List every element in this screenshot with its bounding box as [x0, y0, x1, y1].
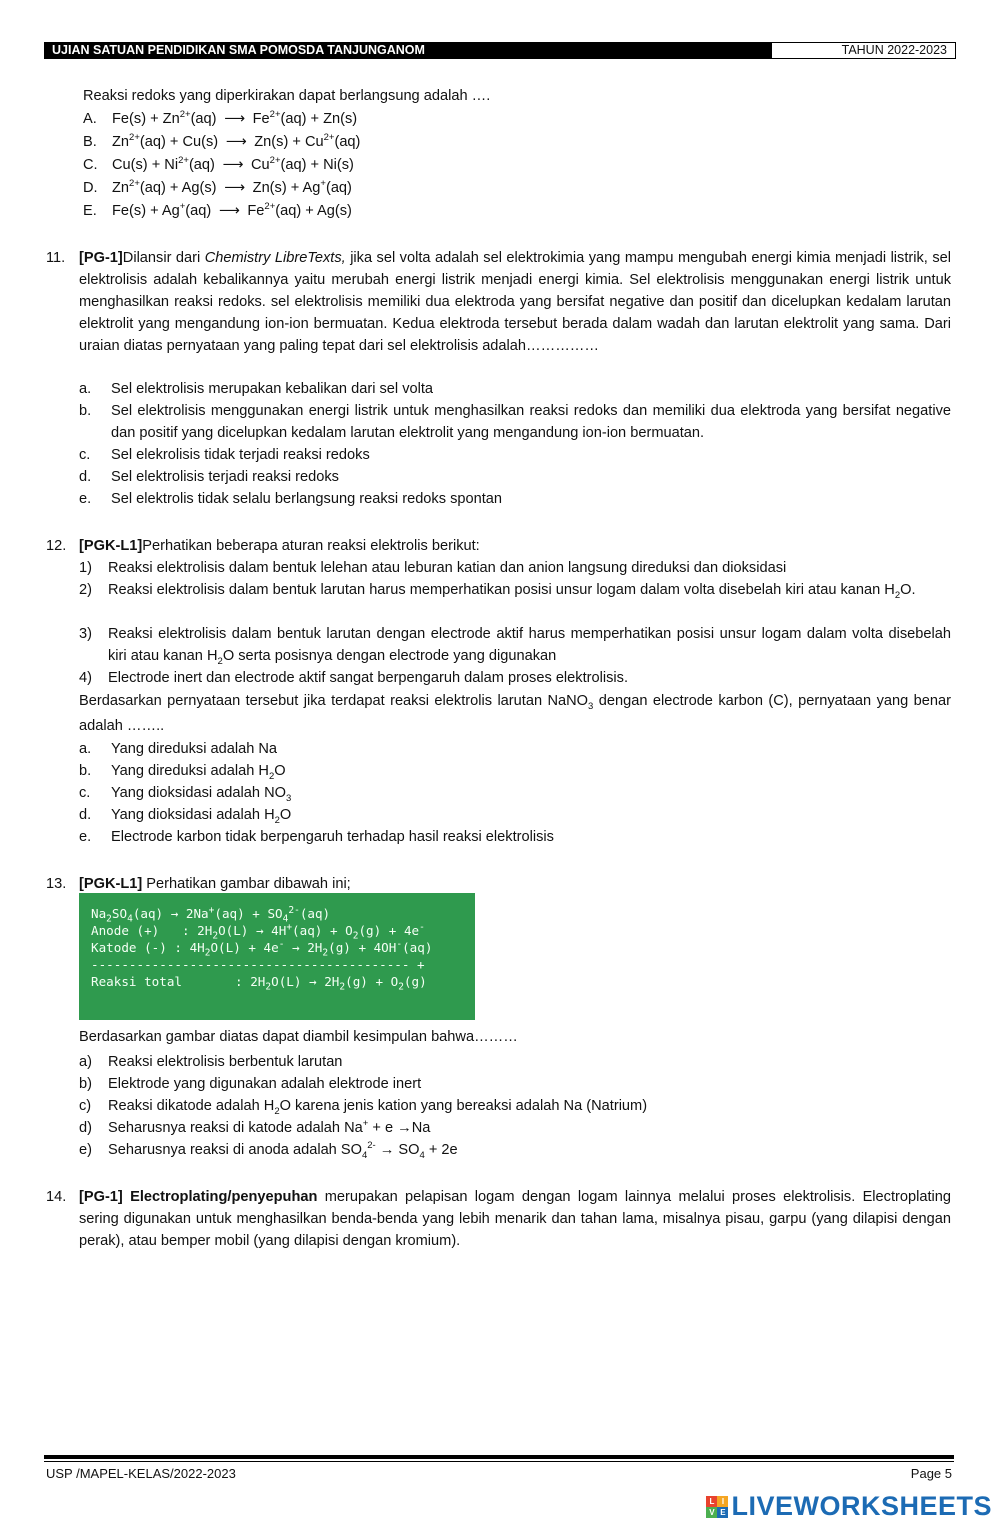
chalkboard-line: Anode (+) : $2H_2O(L) \to 4H^+(aq) + O_2(g) + 4e^-$: [91, 921, 425, 942]
exam-year: TAHUN 2022-2023: [771, 42, 956, 59]
chalkboard-line: $Na_2SO_4(aq) \to 2Na^+(aq) + SO_4^{2-}(aq)$: [91, 904, 331, 925]
liveworksheets-wordmark: LIVEWORKSHEETS: [731, 1491, 992, 1521]
products: $Cu^{2+}(aq) + Ni(s)$: [251, 155, 354, 173]
q10-option[interactable]: [83, 156, 354, 174]
q14-number: 14.: [46, 1189, 67, 1205]
q13-option-marker: c): [79, 1098, 92, 1114]
page-header: [44, 42, 956, 59]
reaction-arrow-icon: ⟶: [225, 134, 247, 150]
q11-option[interactable]: Sel elektrolisis menggunakan energi listrik untuk menghasilkan reaksi redoks dan memiliki dua elektroda yang bersifat negative dan positif yang dicelupkan kedalam larutan elektrolit yang mengandung ion-ion bermuatan.: [111, 403, 951, 441]
q12-option[interactable]: Electrode karbon tidak berpengaruh terhadap hasil reaksi elektrolisis: [111, 829, 554, 845]
q13-intro: Perhatikan gambar dibawah ini;: [142, 876, 351, 892]
chalkboard-image: [79, 893, 475, 1020]
q11-option-marker: b.: [79, 403, 92, 419]
q12-option[interactable]: Yang dioksidasi adalah $NO_3$: [111, 785, 292, 804]
q10-option[interactable]: [83, 133, 360, 151]
q12-option-marker: a.: [79, 741, 92, 757]
reactants: $Zn^{2+}(aq) + Cu(s)$: [112, 132, 219, 150]
q10-option[interactable]: [83, 179, 352, 197]
q11-option-marker: a.: [79, 381, 92, 397]
footer-code: USP /MAPEL-KELAS/2022-2023: [46, 1466, 236, 1481]
q12-option[interactable]: Yang direduksi adalah $H_2O$: [111, 763, 286, 782]
q11-source: Chemistry LibreTexts,: [204, 250, 346, 266]
reaction-arrow-icon: ⟶: [222, 157, 244, 173]
q11-option[interactable]: Sel elektrolisis merupakan kebalikan dari sel volta: [111, 381, 434, 397]
q11-option[interactable]: Sel elektrolisis terjadi reaksi redoks: [111, 469, 339, 485]
products: $Fe^{2+}(aq) + Zn(s)$: [252, 109, 358, 127]
q13-option[interactable]: Seharusnya reaksi di katode adalah Na+ + e →Na: [108, 1118, 431, 1136]
q13-option-marker: b): [79, 1076, 92, 1092]
q12-tag: [PGK-L1]: [79, 538, 143, 554]
q11-option[interactable]: Sel elekrolisis tidak terjadi reaksi redoks: [111, 447, 370, 463]
q11-text-a: Dilansir dari: [122, 250, 205, 266]
q12-rule-marker: 1): [79, 560, 92, 576]
q10-option[interactable]: [83, 202, 352, 220]
q12-rule: Reaksi elektrolisis dalam bentuk lelehan atau leburan katian dan anion langsung direduksi dan dioksidasi: [108, 560, 787, 576]
liveworksheets-brand[interactable]: [706, 1491, 992, 1522]
reaction-arrow-icon: ⟶: [224, 111, 246, 127]
products: Zn(s) + Ag+(aq): [252, 178, 352, 196]
q12-rule-marker: 2): [79, 582, 92, 598]
q12-rule: Reaksi elektrolisis dalam bentuk larutan harus memperhatikan posisi unsur logam dalam volta disebelah kiri atau kanan $H_2O$.: [108, 582, 916, 601]
q12-option-marker: c.: [79, 785, 91, 801]
q12-intro: Perhatikan beberapa aturan reaksi elektrolis berikut:: [142, 538, 480, 554]
q13-option[interactable]: Seharusnya reaksi di anoda adalah $SO_4^{2-} \to SO_4 + 2e$: [108, 1140, 458, 1161]
option-letter: C.: [83, 157, 98, 173]
q11-option[interactable]: Sel elektrolis tidak selalu berlangsung reaksi redoks spontan: [111, 491, 503, 507]
q12-option[interactable]: Yang direduksi adalah Na: [111, 741, 278, 757]
chalkboard-line: Katode (-) : $4H_2O(L) + 4e^- \to 2H_2(g) + 4OH^-(aq)$: [91, 938, 433, 959]
q13-option-marker: a): [79, 1054, 92, 1070]
q11-option-marker: d.: [79, 469, 92, 485]
q13-option[interactable]: Reaksi dikatode adalah $H_2O$ karena jenis kation yang bereaksi adalah Na (Natrium): [108, 1098, 648, 1117]
option-letter: A.: [83, 111, 97, 127]
products: $Fe^{2+}(aq) + Ag(s)$: [247, 201, 352, 219]
reactants: $Fe(s) + Zn^{2+}(aq)$: [112, 109, 217, 127]
products: $Zn(s) + Cu^{2+}(aq)$: [254, 132, 361, 150]
q11-stem: [79, 247, 951, 357]
q10-option[interactable]: [83, 110, 357, 128]
q12-option-marker: e.: [79, 829, 92, 845]
q14-text: merupakan pelapisan logam dengan logam lainnya melalui proses elektrolisis. Electroplating sering digunakan untuk menghasilkan benda-benda yang lebih menarik dan tahan lama, misalnya pisau, garpu (yang dilapisi dengan perak), atau bemper mobil (yang dilapisi dengan kromium).: [79, 1189, 951, 1249]
q11-option-marker: e.: [79, 491, 92, 507]
option-letter: E.: [83, 203, 97, 219]
q12-rule: Reaksi elektrolisis dalam bentuk larutan dengan electrode aktif harus memperhatikan posisi unsur logam dalam volta disebelah kiri atau kanan $H_2O$ serta posisnya dengan electrode yang digunakan: [108, 626, 951, 667]
q13-tag: [PGK-L1]: [79, 876, 143, 892]
q12-rule-marker: 4): [79, 670, 92, 686]
reaction-arrow-icon: ⟶: [218, 203, 240, 219]
q12-option[interactable]: Yang dioksidasi adalah $H_2O$: [111, 807, 292, 826]
chalkboard-line: Reaksi total : $2H_2O(L) \to 2H_2(g) + O_2(g)$: [91, 974, 427, 993]
q13-option[interactable]: Elektrode yang digunakan adalah elektrode inert: [108, 1076, 422, 1092]
chalkboard-line: ------------------------------------------ +: [91, 957, 425, 972]
q12-intro-line: [79, 537, 480, 555]
q11-text-b: jika sel volta adalah sel elektrokimia yang mampu mengubah energi kimia menjadi listrik, sel elektrolisis adalah kebalikannya yaitu merubah energi listrik menjadi energi kimia. Sel elektrolisis menggunakan energi listrik untuk menghasilkan reaksi redoks. sel elektrolisis memiliki dua elektroda yang bersifat negative dan positif dan dicelupkan kedalam larutan elektrolit yang mengandung ion-ion bermuatan. Kedua elektroda tersebut berada dalam wadah dan larutan elektrolit yang sama. Dari uraian diatas pernyataan yang paling tepat dari sel elektrolisis adalah……………: [79, 250, 951, 354]
q13-option-marker: d): [79, 1120, 92, 1136]
q11-number: 11.: [46, 250, 66, 266]
option-letter: B.: [83, 134, 97, 150]
page-number: Page 5: [910, 1466, 952, 1481]
q11-tag: [PG-1]: [79, 250, 123, 266]
exam-title: UJIAN SATUAN PENDIDIKAN SMA POMOSDA TANJUNGANOM: [44, 42, 771, 59]
q13-question: Berdasarkan gambar diatas dapat diambil kesimpulan bahwa………: [79, 1029, 518, 1045]
q12-question: Berdasarkan pernyataan tersebut jika terdapat reaksi elektrolis larutan NaNO$_3$ dengan electrode karbon (C), pernyataan yang benar adalah ……..: [79, 693, 951, 734]
q10-stem: Reaksi redoks yang diperkirakan dapat berlangsung adalah ….: [83, 88, 491, 104]
q14-tag: [PG-1] Electroplating/penyepuhan: [79, 1189, 318, 1205]
reactants: $Cu(s) + Ni^{2+}(aq)$: [112, 155, 215, 173]
q12-option-marker: d.: [79, 807, 92, 823]
q12-number: 12.: [46, 538, 67, 554]
reactants: Fe(s) + Ag+(aq): [112, 201, 212, 219]
reaction-arrow-icon: ⟶: [224, 180, 246, 196]
q11-option-marker: c.: [79, 447, 91, 463]
q12-rule-marker: 3): [79, 626, 92, 642]
footer-rule-thin: [44, 1461, 954, 1462]
q12-rule: Electrode inert dan electrode aktif sangat berpengaruh dalam proses elektrolisis.: [108, 670, 628, 686]
q13-option[interactable]: Reaksi elektrolisis berbentuk larutan: [108, 1054, 343, 1070]
q13-number: 13.: [46, 876, 67, 892]
reactants: $Zn^{2+}(aq) + Ag(s)$: [112, 178, 217, 196]
q14-stem: [79, 1186, 951, 1252]
option-letter: D.: [83, 180, 98, 196]
q13-option-marker: e): [79, 1142, 92, 1158]
footer-rule: [44, 1455, 954, 1459]
liveworksheets-logo-icon: L I V E: [706, 1496, 728, 1518]
q12-option-marker: b.: [79, 763, 92, 779]
q13-intro-line: [79, 875, 351, 893]
